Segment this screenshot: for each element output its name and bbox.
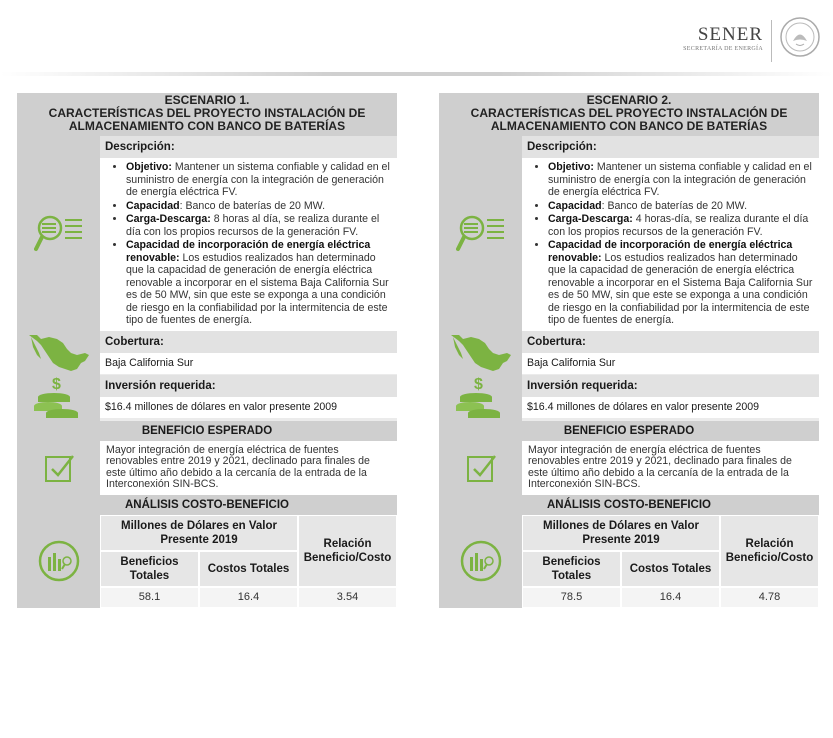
brand-name: SENER [697, 24, 763, 45]
description-body [522, 158, 819, 331]
analysis-header: ANÁLISIS COSTO-BENEFICIO [17, 495, 397, 515]
search-list-icon [456, 208, 506, 258]
scenario-number: ESCENARIO 1. [164, 93, 250, 107]
table-value-costs: 16.4 [199, 587, 298, 608]
money-coins-icon [454, 375, 508, 421]
coverage-content [522, 331, 819, 375]
national-seal-icon [779, 16, 821, 58]
investment-icon-cell [17, 375, 100, 421]
description-bullet [126, 161, 392, 199]
benefit-content [522, 441, 819, 495]
analysis-icon-cell [17, 515, 100, 608]
investment-content [100, 375, 397, 421]
checkbox-icon [43, 452, 75, 484]
scenario-title-line: CARACTERÍSTICAS DEL PROYECTO INSTALACIÓN DE [48, 106, 366, 120]
description-bullet [548, 213, 814, 238]
benefit-content [100, 441, 397, 495]
table-header-costs: Costos Totales [199, 551, 298, 587]
scenario-title [439, 93, 819, 136]
cost-benefit-table [17, 515, 397, 608]
table-value-ratio: 3.54 [298, 587, 397, 608]
bullet-text: : Banco de baterías de 20 MW. [601, 199, 748, 212]
header-divider [0, 72, 833, 76]
scenario-title-line: CARACTERÍSTICAS DEL PROYECTO INSTALACIÓN DE [470, 106, 788, 120]
benefit-text: Mayor integración de energía eléctrica de fuentes renovables entre 2019 y 2021, declinado para finales de este último año debido a la cercanía de la entrada de la Interconexión SIN-BCS. [522, 441, 819, 495]
scenario-number: ESCENARIO 2. [586, 93, 672, 107]
scenario-title-line: ALMACENAMIENTO CON BANCO DE BATERÍAS [68, 119, 346, 133]
mexico-map-icon [27, 331, 91, 375]
description-bullet [548, 239, 814, 327]
coverage-icon-cell [439, 331, 522, 375]
bullet-text: Los estudios realizados han determinado que la capacidad de generación de energía eléctrica renovable a incorporar en el Sistema Baja California Sur es de 50 MW, sin que este se exponga a una condición de riesgo en la confiabilidad por la intermitencia de este tipo de fuentes de energía. [548, 251, 813, 326]
scenario-1-panel [17, 93, 397, 608]
cost-benefit-table [439, 515, 819, 608]
investment-section [439, 375, 819, 421]
description-bullets [522, 161, 814, 327]
benefit-text: Mayor integración de energía eléctrica de fuentes renovables entre 2019 y 2021, declinado para finales de este último año debido a la cercanía de la entrada de la Interconexión SIN-BCS. [100, 441, 397, 495]
coverage-icon-cell [17, 331, 100, 375]
table-value-ratio: 4.78 [720, 587, 819, 608]
investment-label: Inversión requerida: [100, 375, 397, 397]
bar-chart-search-icon [459, 539, 503, 583]
description-bullet [548, 200, 814, 213]
description-section [439, 136, 819, 331]
cost-benefit-grid [522, 515, 819, 608]
benefit-header: BENEFICIO ESPERADO [439, 421, 819, 441]
description-content [100, 136, 397, 331]
description-label: Descripción: [522, 136, 819, 158]
investment-value: $16.4 millones de dólares en valor presente 2009 [522, 397, 819, 418]
coverage-content [100, 331, 397, 375]
coverage-section [17, 331, 397, 375]
benefit-section [17, 441, 397, 495]
table-header-costs: Costos Totales [621, 551, 720, 587]
table-header-ratio: Relación Beneficio/Costo [298, 515, 397, 587]
description-bullets [100, 161, 392, 327]
bullet-text: : Banco de baterías de 20 MW. [179, 199, 326, 212]
coverage-section [439, 331, 819, 375]
svg-text:$: $ [473, 375, 483, 393]
description-icon-cell [439, 136, 522, 331]
scenario-title-line: ALMACENAMIENTO CON BANCO DE BATERÍAS [490, 119, 768, 133]
scenario-title [17, 93, 397, 136]
description-body [100, 158, 397, 331]
description-label: Descripción: [100, 136, 397, 158]
description-bullet [126, 239, 392, 327]
table-header-ratio: Relación Beneficio/Costo [720, 515, 819, 587]
description-bullet [126, 213, 392, 238]
table-value-benefits: 78.5 [522, 587, 621, 608]
bullet-label: Objetivo: [548, 161, 594, 173]
money-coins-icon [32, 375, 86, 421]
bullet-text: 8 horas al día, se realiza durante el día con los propios recursos de la generación FV. [126, 213, 380, 238]
investment-icon-cell [439, 375, 522, 421]
investment-section [17, 375, 397, 421]
investment-content [522, 375, 819, 421]
bullet-label: Objetivo: [126, 161, 172, 173]
description-section [17, 136, 397, 331]
investment-label: Inversión requerida: [522, 375, 819, 397]
search-list-icon [34, 208, 84, 258]
table-group-header: Millones de Dólares en Valor Presente 2019 [100, 515, 298, 551]
description-content [522, 136, 819, 331]
description-bullet [548, 161, 814, 199]
coverage-value: Baja California Sur [522, 353, 819, 374]
bullet-label: Capacidad [126, 199, 180, 212]
table-header-benefits: Beneficios Totales [100, 551, 199, 587]
benefit-section [439, 441, 819, 495]
table-value-costs: 16.4 [621, 587, 720, 608]
bullet-label: Capacidad de incorporación de energía eléctrica renovable: [548, 239, 793, 264]
bullet-text: Mantener un sistema confiable y calidad en el suministro de energía con la integración de generación de energía eléctrica FV. [548, 161, 812, 198]
analysis-icon-cell [439, 515, 522, 608]
logo-divider [771, 20, 772, 62]
bullet-label: Capacidad de incorporación de energía eléctrica renovable: [126, 239, 371, 264]
bullet-label: Capacidad [548, 199, 602, 212]
checkbox-icon [465, 452, 497, 484]
table-group-header: Millones de Dólares en Valor Presente 2019 [522, 515, 720, 551]
coverage-label: Cobertura: [522, 331, 819, 353]
mexico-map-icon [449, 331, 513, 375]
coverage-value: Baja California Sur [100, 353, 397, 374]
bullet-text: 4 horas-día, se realiza durante el día con los propios recursos de la generación FV. [548, 213, 809, 238]
coverage-label: Cobertura: [100, 331, 397, 353]
bullet-label: Carga-Descarga: [126, 213, 211, 225]
benefit-icon-cell [17, 441, 100, 495]
bullet-text: Mantener un sistema confiable y calidad en el suministro de energía con la integración de generación de energía eléctrica FV. [126, 161, 390, 198]
scenario-2-panel [439, 93, 819, 608]
cost-benefit-grid [100, 515, 397, 608]
analysis-header: ANÁLISIS COSTO-BENEFICIO [439, 495, 819, 515]
benefit-icon-cell [439, 441, 522, 495]
table-header-benefits: Beneficios Totales [522, 551, 621, 587]
benefit-header: BENEFICIO ESPERADO [17, 421, 397, 441]
svg-text:$: $ [51, 375, 61, 393]
investment-value: $16.4 millones de dólares en valor presente 2009 [100, 397, 397, 418]
bullet-text: Los estudios realizados han determinado que la capacidad de generación de energía eléctrica renovable a incorporar en el sistema Baja California Sur es de 50 MW, sin que este se exponga a una condición de riesgo en la confiabilidad por la intermitencia de este tipo de fuentes de energía. [126, 251, 389, 326]
brand-subtitle: SECRETARÍA DE ENERGÍA [683, 46, 763, 52]
bar-chart-search-icon [37, 539, 81, 583]
table-value-benefits: 58.1 [100, 587, 199, 608]
bullet-label: Carga-Descarga: [548, 213, 633, 225]
description-icon-cell [17, 136, 100, 331]
description-bullet [126, 200, 392, 213]
sener-logo [663, 14, 823, 66]
